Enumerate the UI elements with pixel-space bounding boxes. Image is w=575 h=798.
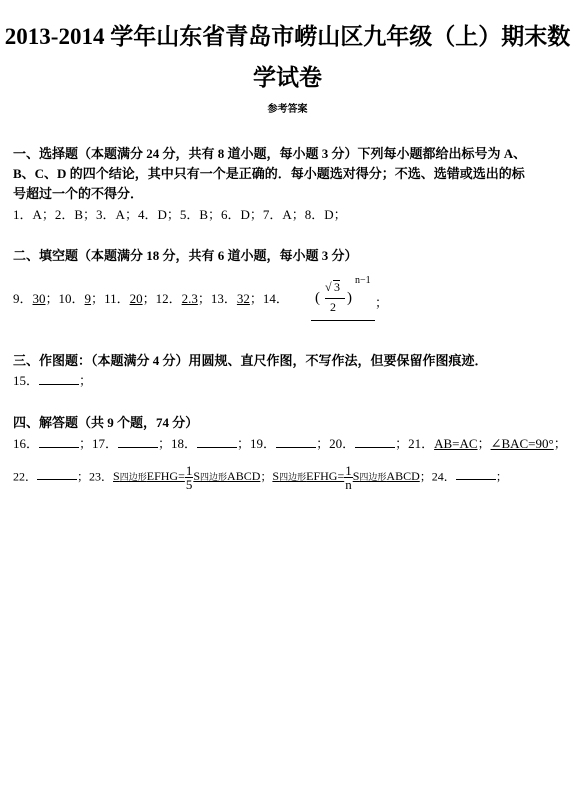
section3-answer bbox=[13, 373, 92, 389]
fraction-one-n bbox=[344, 464, 353, 491]
separator: ； bbox=[495, 469, 508, 484]
area-symbol: S bbox=[113, 469, 120, 484]
area-symbol: S bbox=[193, 469, 201, 484]
equation-text: ABCD bbox=[386, 469, 420, 484]
separator: ； bbox=[91, 291, 105, 306]
subscript: 四边形 bbox=[119, 472, 147, 483]
q17-label: ；17． bbox=[79, 436, 119, 451]
equation-text: EFHG= bbox=[306, 469, 345, 484]
equation-text: ABCD bbox=[227, 469, 261, 484]
area-symbol: S bbox=[352, 469, 360, 484]
separator: ； bbox=[197, 291, 211, 306]
q12-label: 12． bbox=[155, 291, 182, 306]
separator: ； bbox=[79, 373, 93, 388]
q23-answer-b-rest bbox=[353, 469, 420, 483]
separator: ； bbox=[142, 291, 156, 306]
answer-blank bbox=[118, 436, 158, 448]
section1-heading-line3: 号超过一个的不得分． bbox=[13, 186, 144, 201]
answer-blank bbox=[355, 436, 395, 448]
denominator: 5 bbox=[185, 477, 193, 492]
section3-heading: 三、作图题：（本题满分 4 分）用圆规、直尺作图，不写作法，但要保留作图痕迹． bbox=[13, 353, 488, 368]
q10-label: 10． bbox=[58, 291, 85, 306]
q21-answer-b: ∠BAC=90° bbox=[490, 436, 554, 451]
q23-answer-b bbox=[272, 469, 344, 483]
section4-row1 bbox=[13, 436, 567, 452]
separator: ； bbox=[553, 436, 567, 451]
section4-heading: 四、解答题（共 9 个题，74 分） bbox=[13, 415, 199, 430]
paren-open: ( bbox=[315, 290, 320, 306]
q13-value: 32 bbox=[236, 291, 250, 306]
numerator: 1 bbox=[345, 463, 352, 478]
subscript: 四边形 bbox=[359, 472, 387, 483]
answer-blank bbox=[456, 468, 496, 480]
section2-answers bbox=[13, 288, 289, 310]
q14-radicand: 3 bbox=[334, 280, 340, 294]
q21-answer-a: AB=AC bbox=[434, 436, 478, 451]
q9-label: 9． bbox=[13, 291, 33, 306]
q12-value: 2.3 bbox=[181, 291, 198, 306]
answer-blank bbox=[276, 436, 316, 448]
equation-text: EFHG= bbox=[146, 469, 185, 484]
q14-denominator: 2 bbox=[330, 300, 336, 314]
subscript: 四边形 bbox=[279, 472, 307, 483]
separator: ； bbox=[260, 469, 273, 484]
numerator: 1 bbox=[185, 463, 193, 478]
separator: ； bbox=[45, 291, 59, 306]
area-symbol: S bbox=[272, 469, 280, 484]
section1-heading-line1: 一、选择题（本题满分 24 分，共有 8 道小题，每小题 3 分）下列每小题都给出标号为 A、 bbox=[13, 146, 527, 161]
q16-label: 16． bbox=[13, 436, 40, 451]
section4-row2 bbox=[13, 464, 508, 491]
answer-blank bbox=[39, 373, 79, 385]
answer-blank bbox=[197, 436, 237, 448]
q10-value: 9 bbox=[84, 291, 92, 306]
q11-label: 11． bbox=[104, 291, 130, 306]
q23-label: ；23． bbox=[77, 469, 114, 484]
q11-value: 20 bbox=[129, 291, 143, 306]
section1-heading-line2: B、C、D 的四个结论，其中只有一个是正确的．每小题选对得分；不选、选错或选出的标 bbox=[13, 166, 525, 181]
denominator: n bbox=[345, 477, 352, 492]
q13-label: 13． bbox=[210, 291, 237, 306]
separator: ； bbox=[249, 291, 263, 306]
fraction-bar bbox=[325, 298, 345, 299]
paren-close: ) bbox=[347, 290, 352, 306]
q22-label: 22． bbox=[13, 469, 38, 484]
q14-label: 14． bbox=[262, 291, 289, 306]
separator: ； bbox=[375, 295, 389, 310]
answer-blank bbox=[39, 436, 79, 448]
sqrt-sign: √ bbox=[325, 280, 332, 294]
q18-label: ；18． bbox=[158, 436, 198, 451]
q24-label: ；24． bbox=[419, 469, 456, 484]
q23-answer-a bbox=[113, 469, 185, 483]
section1-answers: 1．A；2．B；3．A；4．D；5．B；6．D；7．A；8．D； bbox=[13, 207, 347, 222]
subscript: 四边形 bbox=[200, 472, 228, 483]
q21-label: ；21． bbox=[395, 436, 435, 451]
q20-label: ；20． bbox=[316, 436, 356, 451]
q19-label: ；19． bbox=[237, 436, 277, 451]
page-title-line2: 学试卷 bbox=[253, 65, 322, 90]
q14-exponent: n−1 bbox=[355, 275, 371, 286]
q15-label: 15． bbox=[13, 373, 40, 388]
page-title-line1: 2013-2014 学年山东省青岛市崂山区九年级（上）期末数 bbox=[4, 24, 571, 49]
separator: ； bbox=[477, 436, 491, 451]
page-subtitle: 参考答案 bbox=[267, 104, 308, 115]
answer-blank bbox=[37, 468, 77, 480]
q9-value: 30 bbox=[32, 291, 46, 306]
section2-heading: 二、填空题（本题满分 18 分，共有 6 道小题，每小题 3 分） bbox=[13, 248, 358, 263]
q23-answer-a-rest bbox=[193, 469, 260, 483]
q14-answer bbox=[311, 275, 375, 321]
